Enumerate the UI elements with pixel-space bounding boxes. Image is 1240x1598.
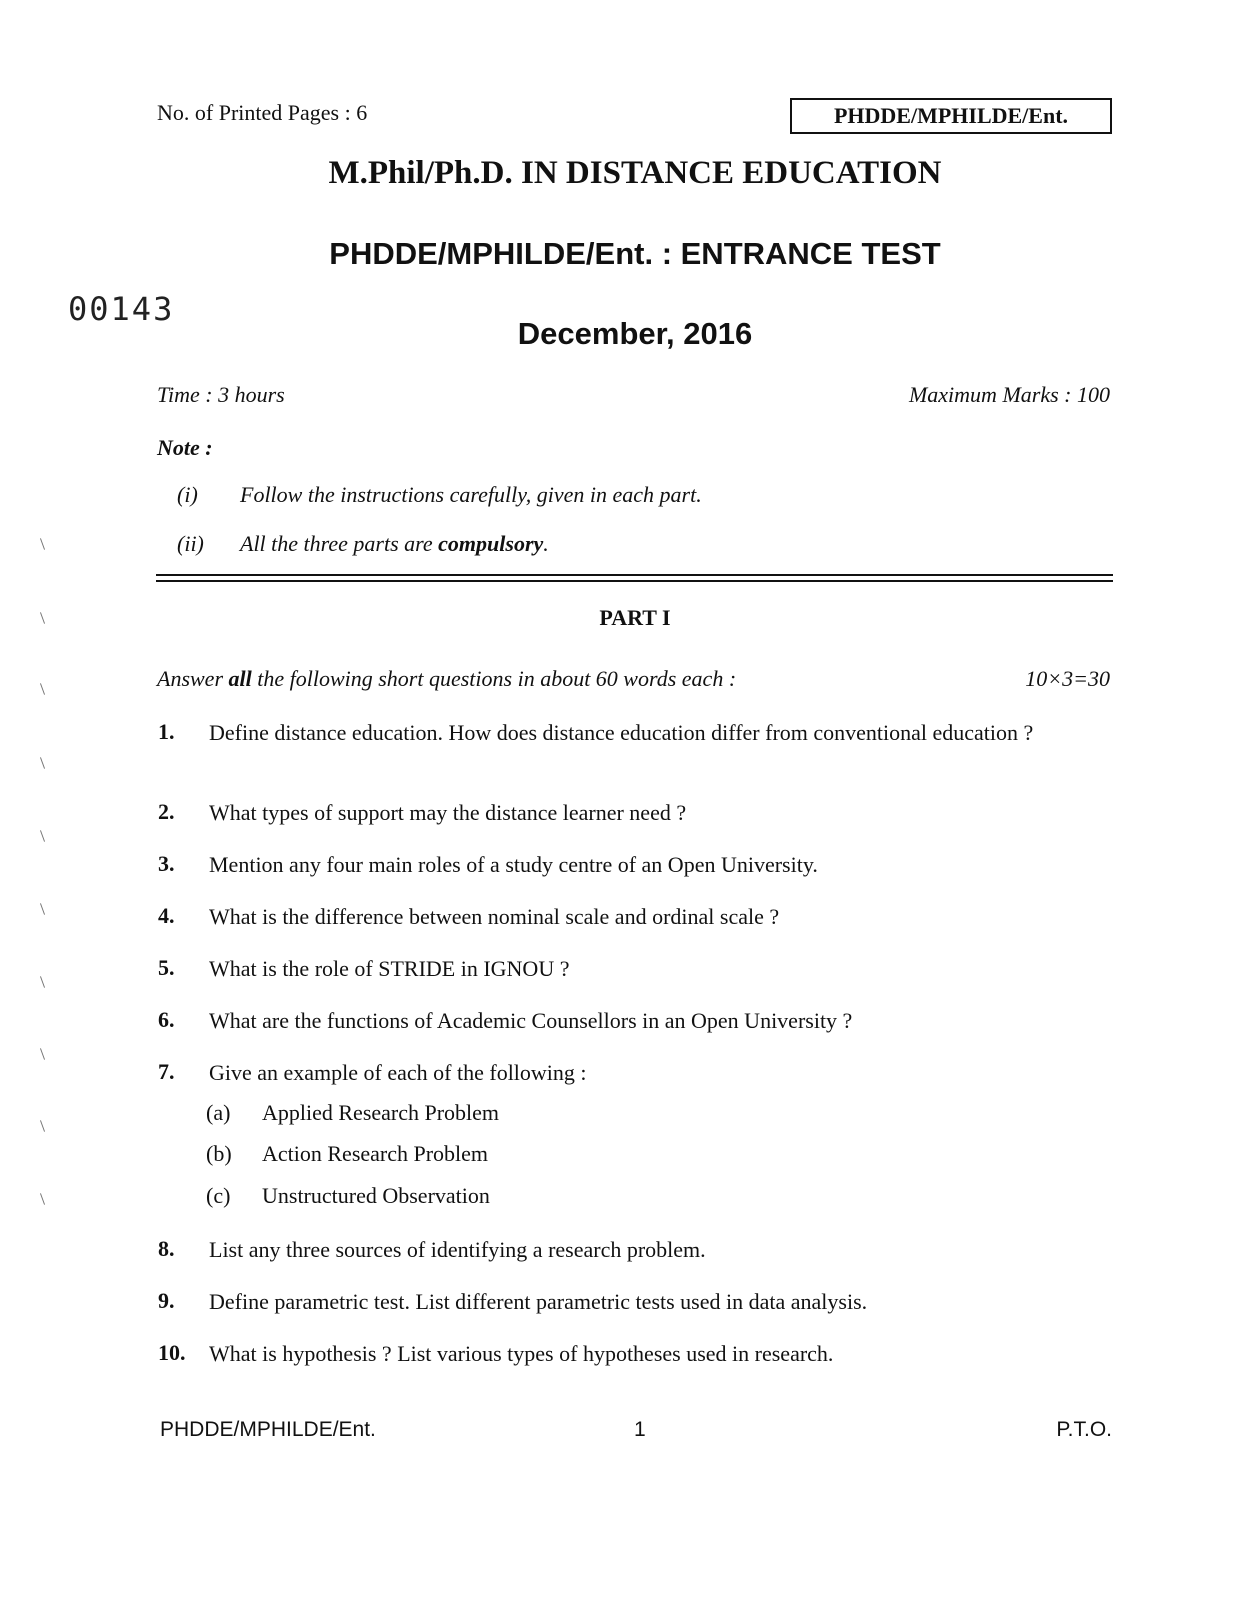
question-number: 7. <box>158 1059 175 1084</box>
divider-rule <box>156 580 1113 582</box>
scan-mark <box>40 976 45 988</box>
emphasis-compulsory: compulsory <box>438 531 544 556</box>
exam-subtitle: PHDDE/MPHILDE/Ent. : ENTRANCE TEST <box>329 236 941 271</box>
scan-mark <box>40 1193 45 1205</box>
note-item-number: (ii) <box>177 531 204 556</box>
sub-item-label: (c) <box>206 1183 231 1208</box>
note-item-text: Follow the instructions carefully, given in each part. <box>240 482 702 507</box>
part-instruction: Answer all the following short questions in about 60 words each : <box>157 666 737 691</box>
question-text: What is the difference between nominal scale and ordinal scale ? <box>209 904 780 929</box>
paper-code-box: PHDDE/MPHILDE/Ent. <box>790 98 1112 134</box>
scan-mark <box>40 683 45 695</box>
sub-item-text: Unstructured Observation <box>262 1183 490 1208</box>
question-number: 5. <box>158 955 175 980</box>
divider-rule <box>156 574 1113 576</box>
marks-scheme: 10×3=30 <box>1025 666 1110 691</box>
question-text: Define distance education. How does distance education differ from conventional education ? <box>209 720 1034 745</box>
part-heading: PART I <box>599 605 671 630</box>
scan-mark <box>40 1120 45 1132</box>
scan-mark <box>40 1048 45 1060</box>
question-text: Give an example of each of the following : <box>209 1060 587 1085</box>
exam-date: December, 2016 <box>517 316 753 351</box>
exam-duration: Time : 3 hours <box>157 382 285 407</box>
scan-mark <box>40 903 45 915</box>
question-text: Define parametric test. List different parametric tests used in data analysis. <box>209 1289 868 1314</box>
footer-pto: P.T.O. <box>1056 1418 1112 1441</box>
question-number: 4. <box>158 903 175 928</box>
exam-title: M.Phil/Ph.D. IN DISTANCE EDUCATION <box>328 155 942 191</box>
footer-paper-code: PHDDE/MPHILDE/Ent. <box>160 1418 376 1441</box>
question-number: 9. <box>158 1288 175 1313</box>
question-number: 8. <box>158 1236 175 1261</box>
scan-mark <box>40 757 45 769</box>
question-text: Mention any four main roles of a study centre of an Open University. <box>209 852 818 877</box>
scan-mark <box>40 538 45 550</box>
question-text: What are the functions of Academic Counsellors in an Open University ? <box>209 1008 853 1033</box>
footer-page-number: 1 <box>634 1418 646 1441</box>
printed-pages-count: No. of Printed Pages : 6 <box>157 100 368 125</box>
question-number: 2. <box>158 799 175 824</box>
question-text: What is the role of STRIDE in IGNOU ? <box>209 956 570 981</box>
question-number: 3. <box>158 851 175 876</box>
sub-item-label: (a) <box>206 1100 231 1125</box>
question-text: What types of support may the distance learner need ? <box>209 800 687 825</box>
scan-mark <box>40 830 45 842</box>
note-item-text: All the three parts are compulsory. <box>240 531 549 556</box>
sub-item-text: Applied Research Problem <box>262 1100 500 1125</box>
sub-item-label: (b) <box>206 1141 232 1166</box>
question-text: What is hypothesis ? List various types of hypotheses used in research. <box>209 1341 834 1366</box>
question-number: 10. <box>158 1340 186 1365</box>
serial-number-stamp: 00143 <box>68 290 175 328</box>
sub-item-text: Action Research Problem <box>262 1141 489 1166</box>
question-number: 1. <box>158 719 175 744</box>
question-text: List any three sources of identifying a research problem. <box>209 1237 706 1262</box>
note-label: Note : <box>157 435 213 460</box>
question-number: 6. <box>158 1007 175 1032</box>
note-item-number: (i) <box>177 482 198 507</box>
emphasis-all: all <box>228 666 252 691</box>
maximum-marks: Maximum Marks : 100 <box>908 382 1110 407</box>
